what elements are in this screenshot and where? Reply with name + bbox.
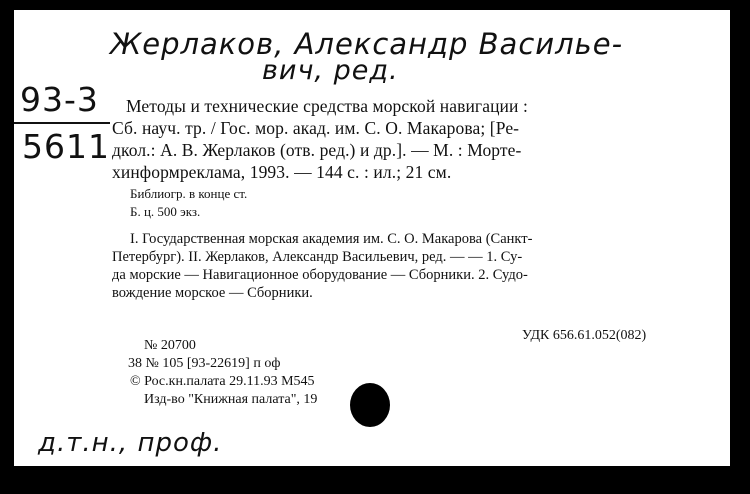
catalog-card [14, 10, 730, 466]
handwritten-author-line-2: вич, ред. [262, 55, 399, 86]
title-line-2: Сб. науч. тр. / Гос. мор. акад. им. С. О. Макарова; [Ре- [112, 118, 520, 138]
record-line-3: Изд-во "Книжная палата", 19 [144, 392, 318, 407]
handwritten-footer-note: д.т.н., проф. [38, 428, 223, 458]
tracing-line-1: I. Государственная морская академия им. С. О. Макарова (Санкт- [130, 231, 533, 247]
tracing-line-2: Петербург). II. Жерлаков, Александр Васильевич, ред. — — 1. Су- [112, 249, 523, 265]
handwritten-author-line-1: Жерлаков, Александр Василье- [110, 27, 624, 61]
tracing-line-4: вождение морское — Сборники. [112, 285, 313, 301]
title-line-1: Методы и технические средства морской навигации : [126, 96, 528, 116]
call-number-top: 93-3 [20, 80, 99, 119]
tracing-line-3: да морские — Навигационное оборудование — Сборники. 2. Судо- [112, 267, 528, 283]
ink-stamp-blot [350, 383, 390, 427]
record-line-2: © Рос.кн.палата 29.11.93 М545 [130, 374, 315, 389]
title-line-4: хинформреклама, 1993. — 144 с. : ил.; 21 см. [112, 162, 452, 182]
record-number: № 20700 [144, 338, 196, 353]
price-print-run: Б. ц. 500 экз. [130, 204, 201, 219]
record-line-1: 38 № 105 [93-22619] п оф [128, 356, 281, 371]
bibliography-note: Библиогр. в конце ст. [130, 186, 248, 201]
udc-code: УДК 656.61.052(082) [522, 328, 647, 343]
title-line-3: дкол.: А. В. Жерлаков (отв. ред.) и др.]. — М. : Морте- [112, 140, 522, 160]
call-number-divider [14, 122, 110, 124]
call-number-bottom: 5611 [22, 127, 110, 166]
